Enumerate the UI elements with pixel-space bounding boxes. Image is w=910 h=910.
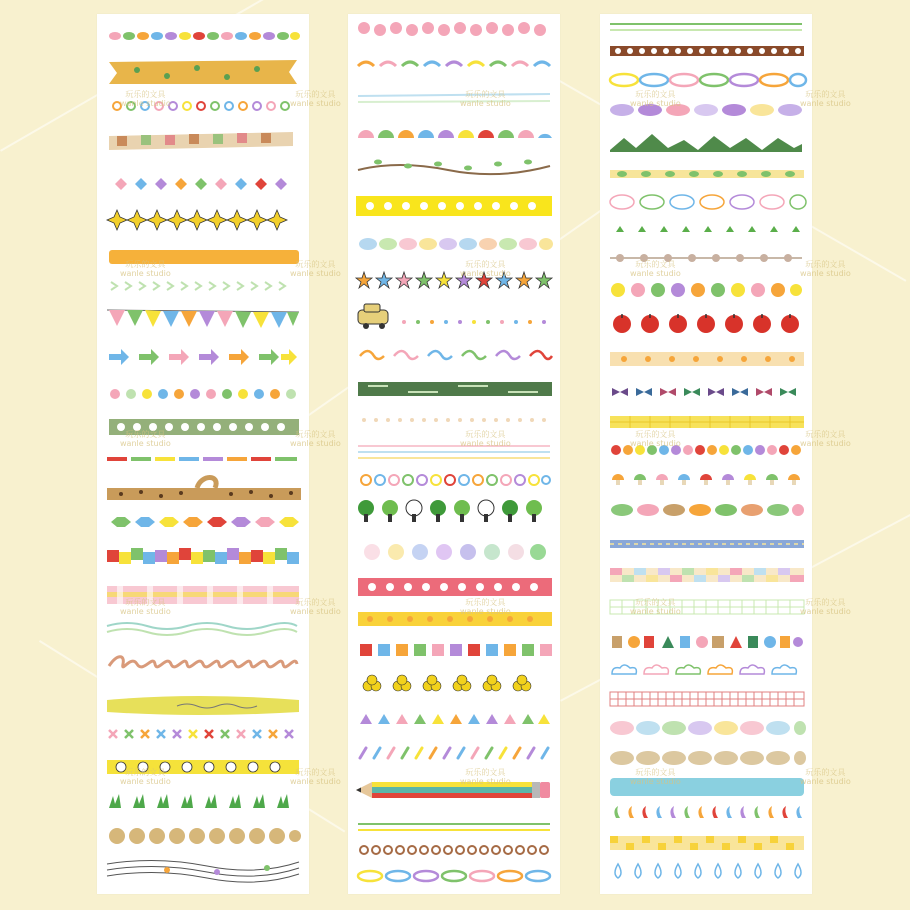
watermark [630,90,681,108]
pastel-dots-row [110,389,296,399]
arrows-row [109,349,297,365]
red-tape-row [358,578,552,596]
watermark-cn: 玩乐的文具 [295,768,336,777]
chevrons-row [111,282,285,290]
watermark [800,768,851,786]
watermark-en: wanle studio [120,777,171,786]
stamp-squares-row [360,644,552,656]
watermark-cn: 玩乐的文具 [465,90,506,99]
cloud-outlines-row [612,665,796,674]
orange-hearts-tape-row [610,352,804,366]
watermark-cn: 玩乐的文具 [805,430,846,439]
sheet-2-artwork [348,14,560,894]
watermark-cn: 玩乐的文具 [295,260,336,269]
watermark-cn: 玩乐的文具 [635,598,676,607]
watermark-en: wanle studio [800,777,851,786]
watermark [290,598,341,616]
brown-beads-row [360,846,548,854]
watermark [290,768,341,786]
watermark-en: wanle studio [290,607,341,616]
yellow-tape-row [356,196,552,216]
watermark [460,90,511,108]
watermark [290,430,341,448]
watermark [120,430,171,448]
watermark-en: wanle studio [460,607,511,616]
watermark-cn: 玩乐的文具 [125,598,166,607]
watermark-cn: 玩乐的文具 [125,768,166,777]
watermark [460,768,511,786]
scribble-lines-row [107,860,299,882]
pastel-checker-row [610,568,804,582]
watermark-en: wanle studio [630,439,681,448]
watermark [120,90,171,108]
bunting-row [107,310,299,328]
watermark-cn: 玩乐的文具 [295,598,336,607]
blur-dots-row [364,544,546,560]
watermark-en: wanle studio [630,99,681,108]
bows-row [612,388,796,396]
watermark-en: wanle studio [290,439,341,448]
rings-row-2 [361,475,550,485]
leopard-ribbon-row [107,478,301,501]
drops-row [614,806,802,818]
triangles-row [360,714,550,724]
watermark [630,430,681,448]
sheet-1-artwork [97,14,309,894]
wavy-lines-row [107,623,297,635]
half-circles-row [358,130,552,138]
loops-row [109,657,297,667]
watermark [120,260,171,278]
watermark-cn: 玩乐的文具 [465,430,506,439]
crosses-row [109,730,293,738]
watermark [120,768,171,786]
pencil-row [356,782,550,798]
watermark-en: wanle studio [630,777,681,786]
leafy-tape-row [109,60,297,84]
arches-row [358,62,550,66]
swirls-row [360,351,552,359]
nice-day-tape-row [107,696,299,715]
watermark-cn: 玩乐的文具 [635,768,676,777]
watermark [460,430,511,448]
colored-stars-row [356,272,552,288]
watermark [630,598,681,616]
watermark-en: wanle studio [460,99,511,108]
pink-flowers-row [358,22,546,36]
watermark-cn: 玩乐的文具 [465,598,506,607]
watermark [120,598,171,616]
raindrops-row [615,864,801,878]
watermark-cn: 玩乐的文具 [465,768,506,777]
clovers-row [363,675,531,691]
watermark-cn: 玩乐的文具 [295,430,336,439]
watermark-cn: 玩乐的文具 [635,430,676,439]
watermark-en: wanle studio [120,269,171,278]
watermark-cn: 玩乐的文具 [635,90,676,99]
beads-row [109,32,300,40]
watermark-en: wanle studio [800,439,851,448]
watermark [460,260,511,278]
leaf-line-row [610,170,804,178]
watermark [290,260,341,278]
watermark-en: wanle studio [290,99,341,108]
watermark-cn: 玩乐的文具 [805,90,846,99]
watermark [630,260,681,278]
hexagons-row [111,517,299,527]
color-ovals-row [358,871,550,881]
faded-lines-row [358,94,550,102]
car-row [358,304,546,329]
sticker-sheet-2 [348,14,560,894]
sprouts-row [616,226,800,232]
watermark-en: wanle studio [460,269,511,278]
sheet-3-artwork [600,14,812,894]
watermark-en: wanle studio [800,607,851,616]
trees-row [358,500,542,522]
watermark [800,598,851,616]
hills-row [610,134,802,152]
ovals-row [610,74,806,86]
watermark-en: wanle studio [630,269,681,278]
light-dots-row [362,418,546,422]
red-grid-row [610,692,804,706]
watermark-en: wanle studio [120,439,171,448]
slashes-row [360,748,548,758]
checker-tape-row [109,132,293,150]
watermark-cn: 玩乐的文具 [125,90,166,99]
watermark-en: wanle studio [120,607,171,616]
grass-row [109,794,289,808]
color-dots-row [611,283,802,297]
watermark-cn: 玩乐的文具 [465,260,506,269]
watermark-en: wanle studio [120,99,171,108]
watermark [800,430,851,448]
watermark [630,768,681,786]
watermark-en: wanle studio [290,777,341,786]
yellow-grid-row [610,416,804,428]
gems-row [115,178,287,190]
color-squares-row [107,548,299,564]
sticker-sheet-3 [600,14,812,894]
watermark-cn: 玩乐的文具 [635,260,676,269]
watermark-en: wanle studio [800,99,851,108]
yellow-flowers-tape-row [358,612,552,626]
sticker-sheet-1 [97,14,309,894]
apples-row [613,314,799,333]
pebbles-row [611,504,804,516]
watermark [800,260,851,278]
tan-circles-row [109,828,301,844]
watermark-en: wanle studio [290,269,341,278]
vine-row [358,160,550,175]
watermark-cn: 玩乐的文具 [125,430,166,439]
watermark-en: wanle studio [800,269,851,278]
toy-icons-row [612,636,803,648]
pastel-lines-row [358,446,550,458]
green-brush-row [358,382,552,396]
watermark-cn: 玩乐的文具 [295,90,336,99]
pastel-stones-row [359,238,553,250]
tan-blobs-row [610,751,806,765]
watermark [460,598,511,616]
watermark-en: wanle studio [630,607,681,616]
watermark [290,90,341,108]
blue-tape-row [610,540,804,548]
pastel-blobs-row [610,721,806,735]
watermark-cn: 玩乐的文具 [805,768,846,777]
chain-row [610,46,804,56]
clouds-row [610,195,806,209]
striped-lines-row [358,824,550,830]
watermark-en: wanle studio [460,777,511,786]
watermark-cn: 玩乐的文具 [125,260,166,269]
green-lines-row [610,24,802,30]
yellow-check-row [610,836,804,850]
mushrooms-row [612,474,800,485]
watermark [800,90,851,108]
watermark-cn: 玩乐的文具 [805,260,846,269]
watermark-en: wanle studio [460,439,511,448]
stars-row [107,210,287,230]
watermark-cn: 玩乐的文具 [805,598,846,607]
